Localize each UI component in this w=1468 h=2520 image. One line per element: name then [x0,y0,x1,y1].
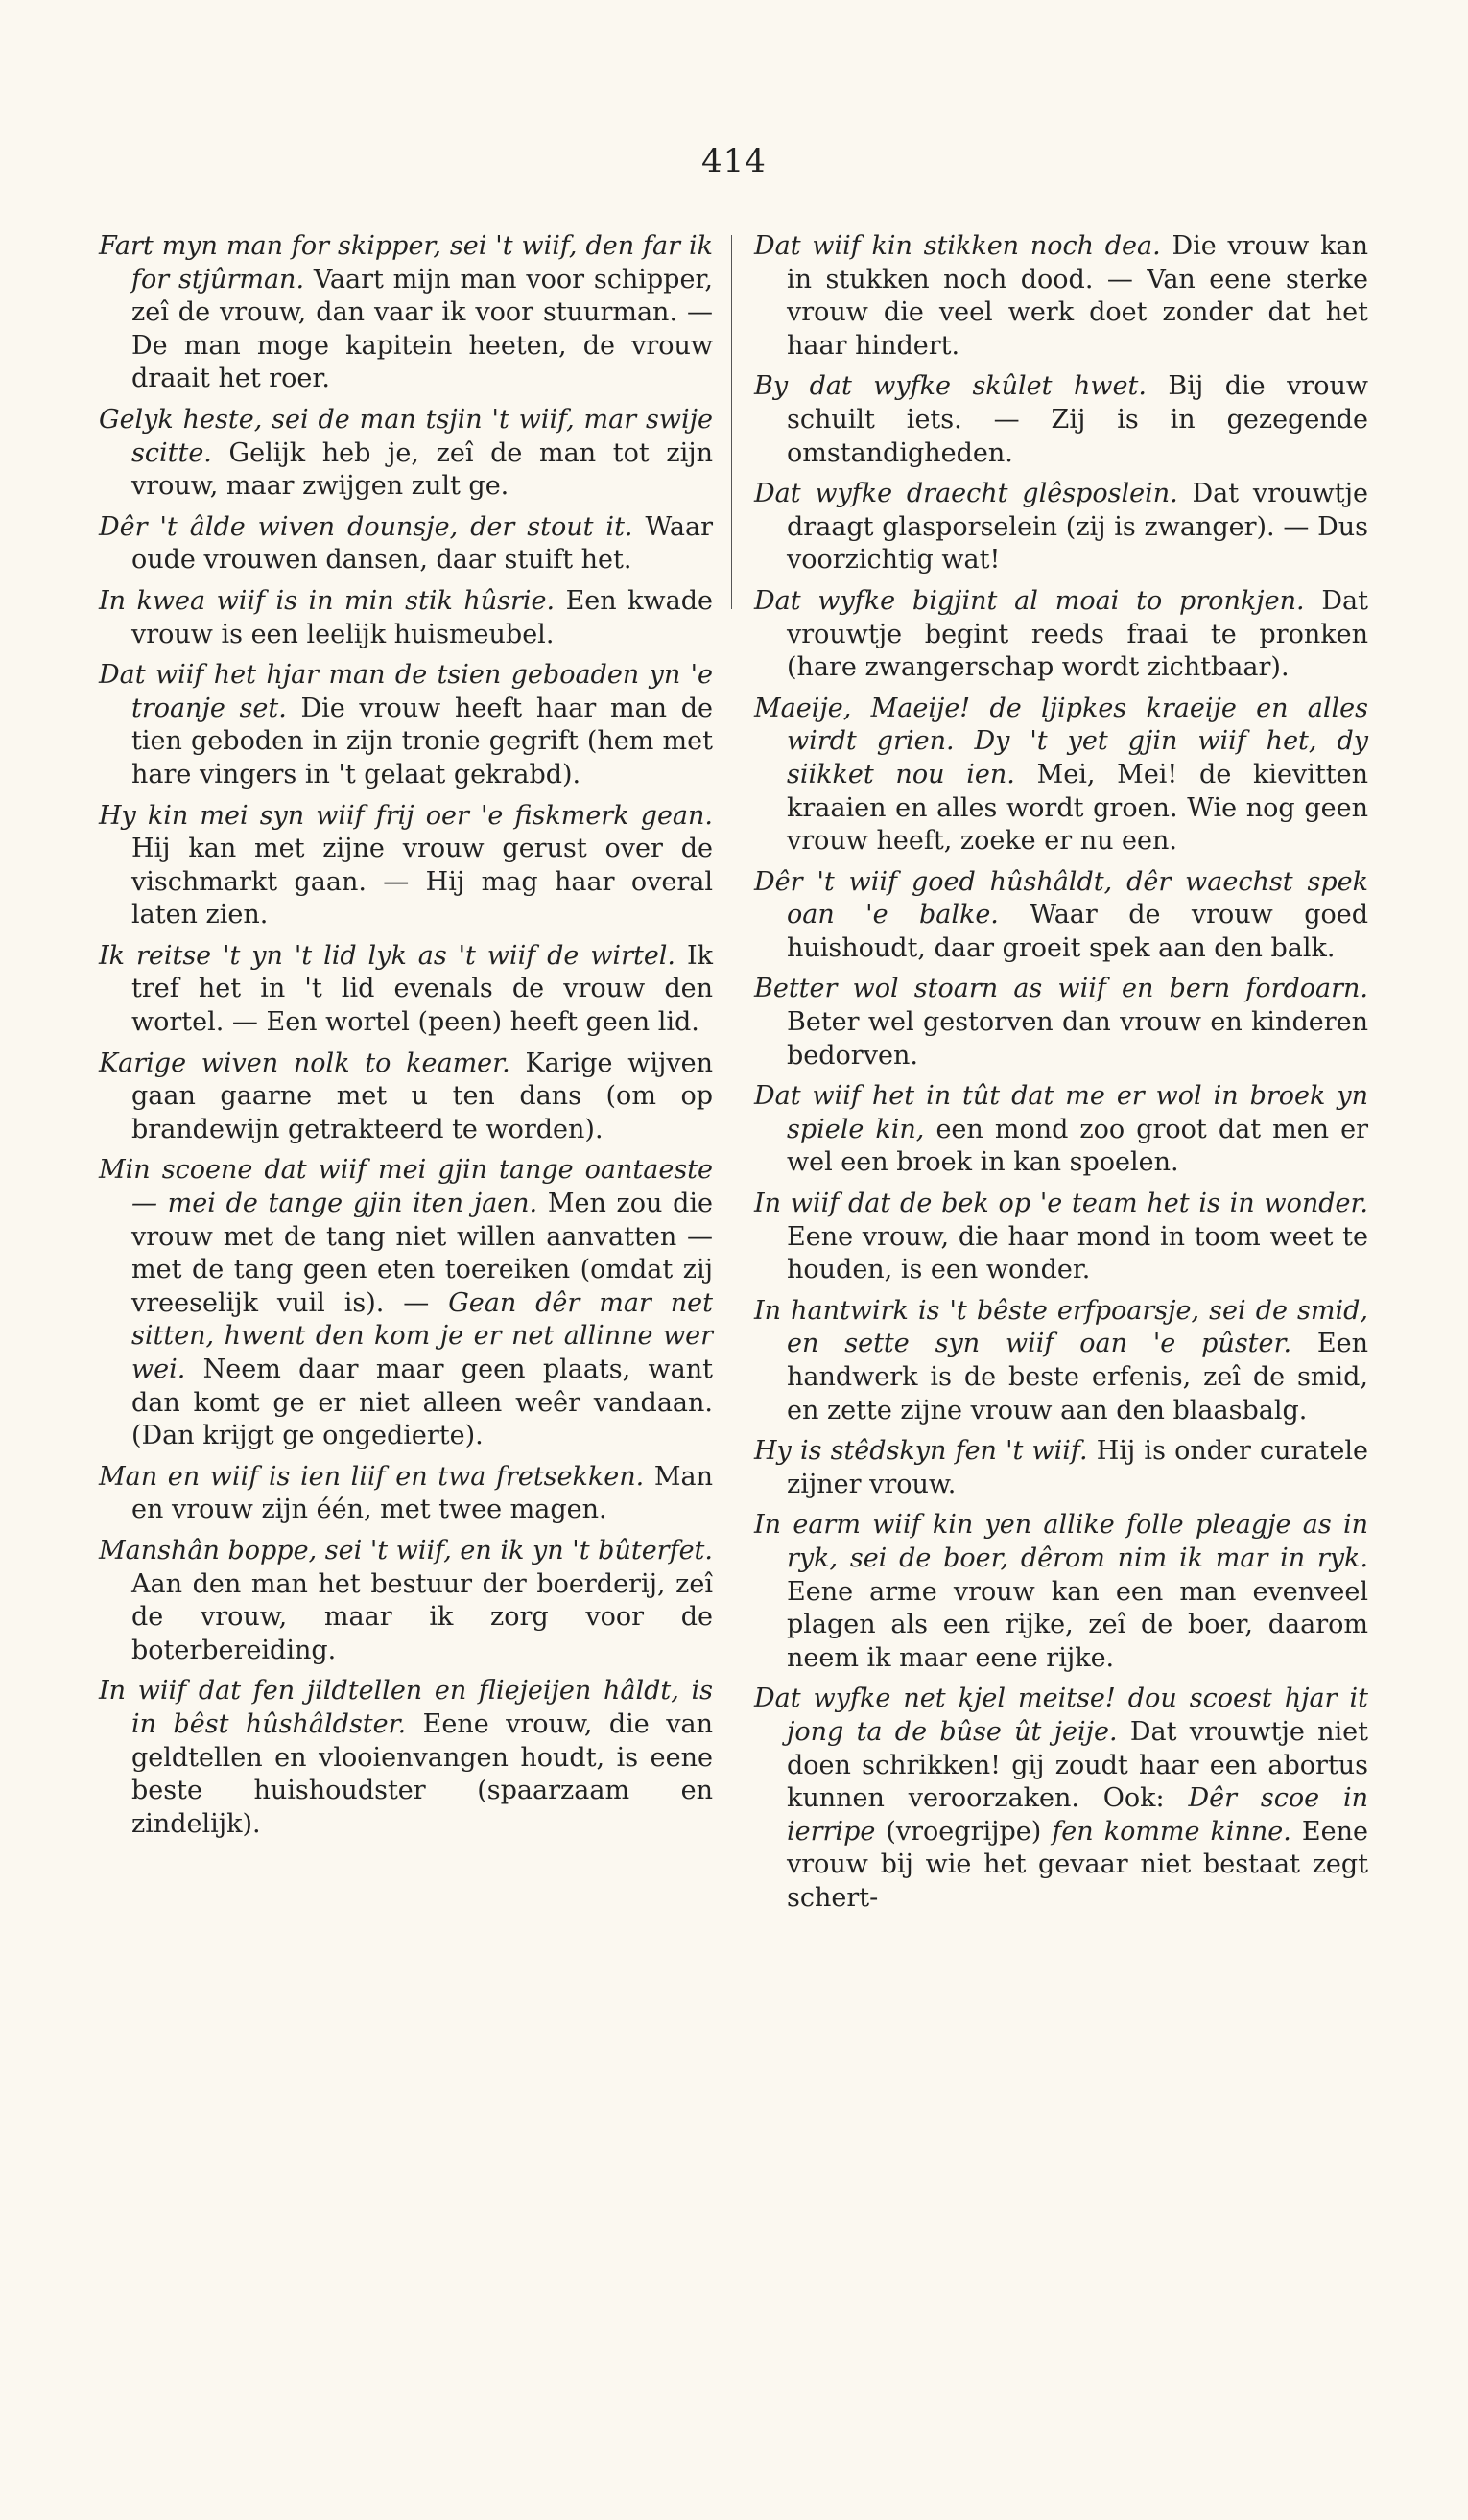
frisian-proverb: Fart myn man for skipper, sei 't wiif, den far ik for stjûrman. [99,231,713,294]
dutch-translation: Men zou die vrouw met de tang niet willen aanvatten — met de tang geen eten toereiken (omdat zij vreeselijk vuil is). — [131,1189,713,1318]
proverb-entry [99,1048,713,1147]
frisian-proverb: In wiif dat de bek op 'e team het is in wonder. [754,1189,1368,1219]
proverb-entry [99,230,713,396]
frisian-proverb: Man en wiif is ien liif en twa fretsekken. [99,1461,645,1492]
dutch-translation: Dat vrouwtje niet doen schrikken! gij zoudt haar een abortus kunnen veroorzaken. Ook: [787,1716,1368,1814]
proverb-entry [754,1509,1368,1675]
frisian-proverb: Dat wiif het hjar man de tsien geboaden yn 'e troanje set. [99,660,713,723]
proverb-entry [754,585,1368,685]
dutch-translation: Hij is onder curatele zijner vrouw. [787,1436,1369,1499]
proverb-entry [99,800,713,932]
frisian-proverb: Dêr 't wiif goed hûshâldt, dêr waechst spek oan 'e balke. [754,866,1368,930]
frisian-proverb: Dat wyfke draecht glêsposlein. [754,479,1178,509]
dutch-translation: Dat vrouwtje draagt glasporselein (zij is zwanger). — Dus voorzichtig wat! [787,479,1368,576]
dutch-translation: Mei, Mei! de kievitten kraaien en alles wordt groen. Wie nog geen vrouw heeft, zoeke er nu een. [787,759,1368,857]
frisian-proverb: Ik reitse 't yn 't lid lyk as 't wiif de wirtel. [99,940,676,971]
dutch-translation: Dat vrouwtje begint reeds fraai te pronken (hare zwangerschap wordt zichtbaar). [787,585,1368,683]
proverb-entry [754,1080,1368,1180]
column-divider [731,235,732,609]
proverb-entry [754,370,1368,470]
dutch-translation: Waar oude vrouwen dansen, daar stuift het. [131,511,713,576]
frisian-proverb: Min scoene dat wiif mei gjin tange oantaeste — mei de tange gjin iten jaen. [99,1155,713,1219]
proverb-entry [99,940,713,1040]
dutch-translation: Neem daar maar geen plaats, want dan komt ge er niet alleen weêr vandaan. (Dan krijgt ge ongedierte). [131,1354,713,1451]
proverb-entry [99,511,713,577]
proverb-entry [754,866,1368,966]
dutch-translation: Een handwerk is de beste erfenis, zeî de smid, en zette zijne vrouw aan den blaasbalg. [787,1329,1368,1425]
frisian-proverb: Better wol stoarn as wiif en bern fordoarn. [754,974,1368,1004]
frisian-proverb: Dat wiif kin stikken noch dea. [754,231,1161,261]
frisian-proverb: Gelyk heste, sei de man tsjin 't wiif, mar swije scitte. [99,404,713,468]
frisian-proverb: Dat wyfke bigjint al moai to pronkjen. [754,585,1305,616]
dutch-translation: Ik tref het in 't lid evenals de vrouw den wortel. — Een wortel (peen) heeft geen lid. [131,940,713,1038]
right-column [754,230,1368,1923]
dutch-translation: Man en vrouw zijn één, met twee magen. [131,1461,713,1525]
dutch-translation: Eene vrouw bij wie het gevaar niet bestaat zegt schert- [787,1816,1368,1913]
proverb-entry [754,1683,1368,1915]
left-column [99,230,713,1849]
frisian-proverb: Manshân boppe, sei 't wiif, en ik yn 't bûterfet. [99,1535,713,1566]
frisian-proverb: Hy is stêdskyn fen 't wiif. [754,1436,1088,1467]
page-number: 414 [701,142,767,180]
dutch-translation: Gelijk heb je, zeî de man tot zijn vrouw, maar zwijgen zult ge. [131,437,713,502]
dutch-translation: Die vrouw heeft haar man de tien geboden in zijn tronie gegrift (hem met hare vingers in 't gelaat gekrabd). [131,693,713,789]
dutch-translation: Eene vrouw, die van geldtellen en vlooienvangen houdt, is eene beste huishoudster (spaarzaam en zindelijk). [131,1708,713,1839]
proverb-entry [99,1154,713,1452]
frisian-proverb: Karige wiven nolk to keamer. [99,1048,510,1078]
frisian-proverb: In hantwirk is 't bêste erfpoarsje, sei de smid, en sette syn wiif oan 'e pûster. [754,1295,1368,1359]
frisian-proverb: In wiif dat fen jildtellen en fliejeijen hâldt, is in bêst hûshâldster. [99,1676,713,1739]
frisian-proverb: In kwea wiif is in min stik hûsrie. [99,585,556,616]
proverb-entry [754,230,1368,363]
dutch-translation: Karige wijven gaan gaarne met u ten dans (om op brandewijn getrakteerd te worden). [131,1048,713,1144]
frisian-proverb: Dat wiif het in tût dat me er wol in broek yn spiele kin, [754,1081,1368,1144]
dutch-translation: Hij kan met zijne vrouw gerust over de vischmarkt gaan. — Hij mag haar overal laten zien. [131,834,713,930]
proverb-entry [754,1295,1368,1427]
proverb-entry [754,973,1368,1072]
frisian-proverb: In earm wiif kin yen allike folle pleagje as in ryk, sei de boer, dêrom nim ik mar in ryk. [754,1510,1368,1573]
proverb-entry [99,1461,713,1527]
frisian-proverb: Dêr scoe in ierripe [787,1783,1368,1847]
frisian-proverb: Gean dêr mar net sitten, hwent den kom je er net allinne wer wei. [131,1287,713,1384]
dutch-translation: Eene arme vrouw kan een man evenveel plagen als een rijke, zeî de boer, daarom neem ik maar eene rijke. [787,1576,1368,1673]
proverb-entry [99,404,713,504]
proverb-entry [99,1675,713,1841]
proverb-entry [754,1435,1368,1501]
dutch-translation: Vaart mijn man voor schipper, zeî de vrouw, dan vaar ik voor stuurman. — De man moge kapitein heeten, de vrouw draait het roer. [131,264,713,394]
dutch-translation: (vroegrijpe) [886,1816,1042,1847]
dutch-translation: Beter wel gestorven dan vrouw en kinderen bedorven. [787,1007,1368,1071]
dutch-translation: Aan den man het bestuur der boerderij, zeî de vrouw, maar ik zorg voor de boterbereiding. [131,1568,713,1665]
frisian-proverb: Maeije, Maeije! de ljipkes kraeije en alles wirdt grien. Dy 't yet gjin wiif het, dy siikket nou ien. [754,693,1368,789]
frisian-proverb: By dat wyfke skûlet hwet. [754,371,1147,402]
proverb-entry [754,693,1368,859]
frisian-proverb: Hy kin mei syn wiif frij oer 'e fiskmerk gean. [99,800,713,831]
proverb-entry [99,1535,713,1667]
dutch-translation: Die vrouw kan in stukken noch dood. — Van eene sterke vrouw die veel werk doet zonder dat het haar hindert. [787,231,1368,361]
dutch-translation: Een kwade vrouw is een leelijk huismeubel. [131,585,714,649]
proverb-entry [99,659,713,791]
proverb-entry [754,478,1368,577]
frisian-proverb: fen komme kinne. [1052,1816,1291,1847]
dutch-translation: Waar de vrouw goed huishoudt, daar groeit spek aan den balk. [787,900,1368,963]
proverb-entry [754,1188,1368,1287]
dutch-translation: een mond zoo groot dat men er wel een broek in kan spoelen. [787,1114,1368,1178]
dutch-translation: Bij die vrouw schuilt iets. — Zij is in gezegende omstandigheden. [787,371,1368,468]
frisian-proverb: Dat wyfke net kjel meitse! dou scoest hjar it jong ta de bûse ût jeije. [754,1684,1368,1747]
proverb-entry [99,585,713,651]
frisian-proverb: Dêr 't âlde wiven dounsje, der stout it. [99,511,633,542]
dutch-translation: Eene vrouw, die haar mond in toom weet te houden, is een wonder. [787,1221,1368,1285]
